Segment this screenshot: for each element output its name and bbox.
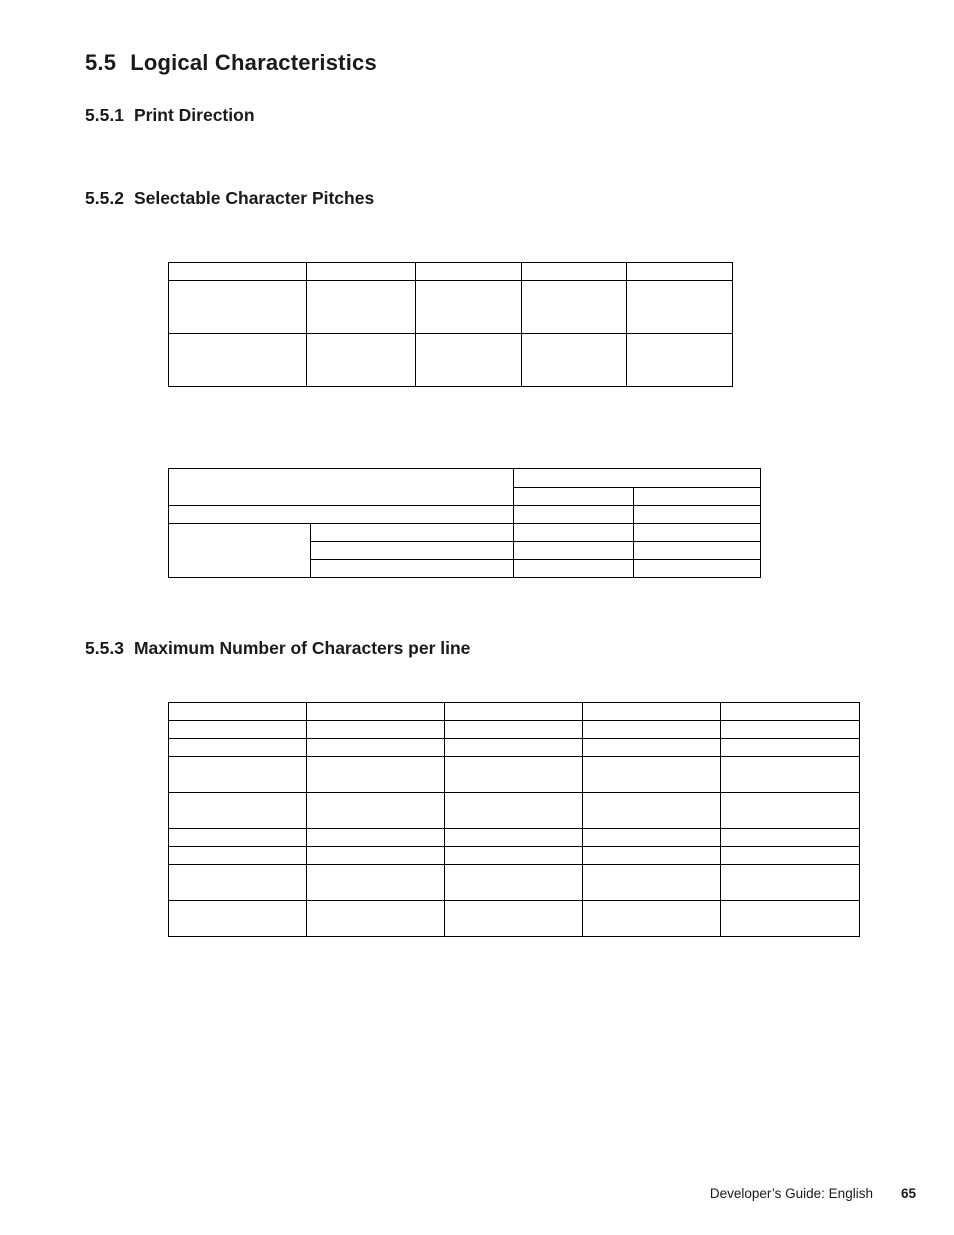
table-cell xyxy=(169,469,514,506)
table-cell xyxy=(445,721,583,739)
table-cell xyxy=(307,829,445,847)
table-cell xyxy=(307,847,445,865)
table-cell xyxy=(627,281,733,334)
table-cell xyxy=(311,524,514,542)
footer-document-title: Developer’s Guide: English xyxy=(709,1186,873,1201)
table-cell xyxy=(634,488,761,506)
table-cell xyxy=(169,757,307,793)
table-row xyxy=(169,901,860,937)
table-row xyxy=(169,524,761,542)
table-cell xyxy=(634,542,761,560)
table-cell xyxy=(445,865,583,901)
table-cell xyxy=(445,793,583,829)
pitch-settings-table xyxy=(168,468,761,578)
table-cell xyxy=(721,901,860,937)
table-cell xyxy=(514,506,634,524)
table-row xyxy=(169,263,733,281)
table-cell xyxy=(634,506,761,524)
table-cell xyxy=(514,560,634,578)
table-cell xyxy=(634,524,761,542)
max-characters-table xyxy=(168,702,860,937)
table-row xyxy=(169,721,860,739)
table-cell xyxy=(583,757,721,793)
table-cell xyxy=(307,334,416,387)
table-row xyxy=(169,757,860,793)
section-heading xyxy=(85,50,377,76)
table-cell xyxy=(169,721,307,739)
table-cell xyxy=(627,263,733,281)
table-cell xyxy=(522,281,627,334)
table-cell xyxy=(307,793,445,829)
subsection-number: 5.5.2 xyxy=(85,188,124,208)
subsection-heading-max-characters xyxy=(85,638,470,659)
table-row xyxy=(169,865,860,901)
table-cell xyxy=(445,739,583,757)
subsection-heading-print-direction xyxy=(85,105,255,126)
table-cell xyxy=(583,721,721,739)
table-cell xyxy=(721,865,860,901)
table-row xyxy=(169,469,761,488)
table-cell xyxy=(311,542,514,560)
table-row xyxy=(169,847,860,865)
table-cell xyxy=(416,263,522,281)
table-cell xyxy=(169,847,307,865)
table-row xyxy=(169,793,860,829)
table-cell xyxy=(721,739,860,757)
table-cell xyxy=(721,721,860,739)
table-cell xyxy=(169,865,307,901)
table-row xyxy=(169,829,860,847)
table-cell xyxy=(445,847,583,865)
table-cell xyxy=(169,334,307,387)
table-cell xyxy=(307,901,445,937)
table-cell xyxy=(583,703,721,721)
subsection-title: Maximum Number of Characters per line xyxy=(133,638,471,658)
table-cell xyxy=(583,901,721,937)
table-cell xyxy=(416,281,522,334)
table-cell xyxy=(169,793,307,829)
page-number: 65 xyxy=(900,1186,916,1201)
table-cell xyxy=(169,739,307,757)
table-cell xyxy=(169,829,307,847)
table-row xyxy=(169,281,733,334)
table-cell xyxy=(307,739,445,757)
table-cell xyxy=(307,263,416,281)
section-title: Logical Characteristics xyxy=(130,50,377,75)
table-cell xyxy=(583,793,721,829)
table-cell xyxy=(169,703,307,721)
table-cell xyxy=(514,542,634,560)
table-cell xyxy=(627,334,733,387)
table-cell xyxy=(522,334,627,387)
table-cell xyxy=(169,281,307,334)
subsection-number: 5.5.3 xyxy=(85,638,124,658)
table-cell xyxy=(514,524,634,542)
table-cell xyxy=(583,847,721,865)
table-cell xyxy=(583,865,721,901)
table-cell xyxy=(445,703,583,721)
table-row xyxy=(169,739,860,757)
table-cell xyxy=(307,281,416,334)
table-cell xyxy=(307,865,445,901)
pitch-table xyxy=(168,262,733,387)
table-cell xyxy=(445,901,583,937)
page-footer xyxy=(710,1186,916,1201)
table-cell xyxy=(583,739,721,757)
section-number: 5.5 xyxy=(85,50,117,75)
table-row xyxy=(169,506,761,524)
table-cell xyxy=(634,560,761,578)
table-cell xyxy=(522,263,627,281)
subsection-title: Selectable Character Pitches xyxy=(133,188,375,208)
table-cell xyxy=(416,334,522,387)
table-row xyxy=(169,703,860,721)
table-cell xyxy=(169,901,307,937)
subsection-number: 5.5.1 xyxy=(85,105,124,125)
table-cell xyxy=(445,829,583,847)
table-cell xyxy=(307,703,445,721)
table-cell xyxy=(169,524,311,578)
table-cell xyxy=(514,488,634,506)
table-cell xyxy=(721,793,860,829)
table-cell xyxy=(445,757,583,793)
table-row xyxy=(169,334,733,387)
table-cell xyxy=(583,829,721,847)
table-cell xyxy=(307,721,445,739)
table-cell xyxy=(514,469,761,488)
table-cell xyxy=(721,829,860,847)
table-cell xyxy=(721,847,860,865)
table-cell xyxy=(169,506,514,524)
table-cell xyxy=(169,263,307,281)
table-cell xyxy=(311,560,514,578)
table-cell xyxy=(307,757,445,793)
table-cell xyxy=(721,703,860,721)
subsection-heading-character-pitches xyxy=(85,188,374,209)
subsection-title: Print Direction xyxy=(133,105,255,125)
table-cell xyxy=(721,757,860,793)
